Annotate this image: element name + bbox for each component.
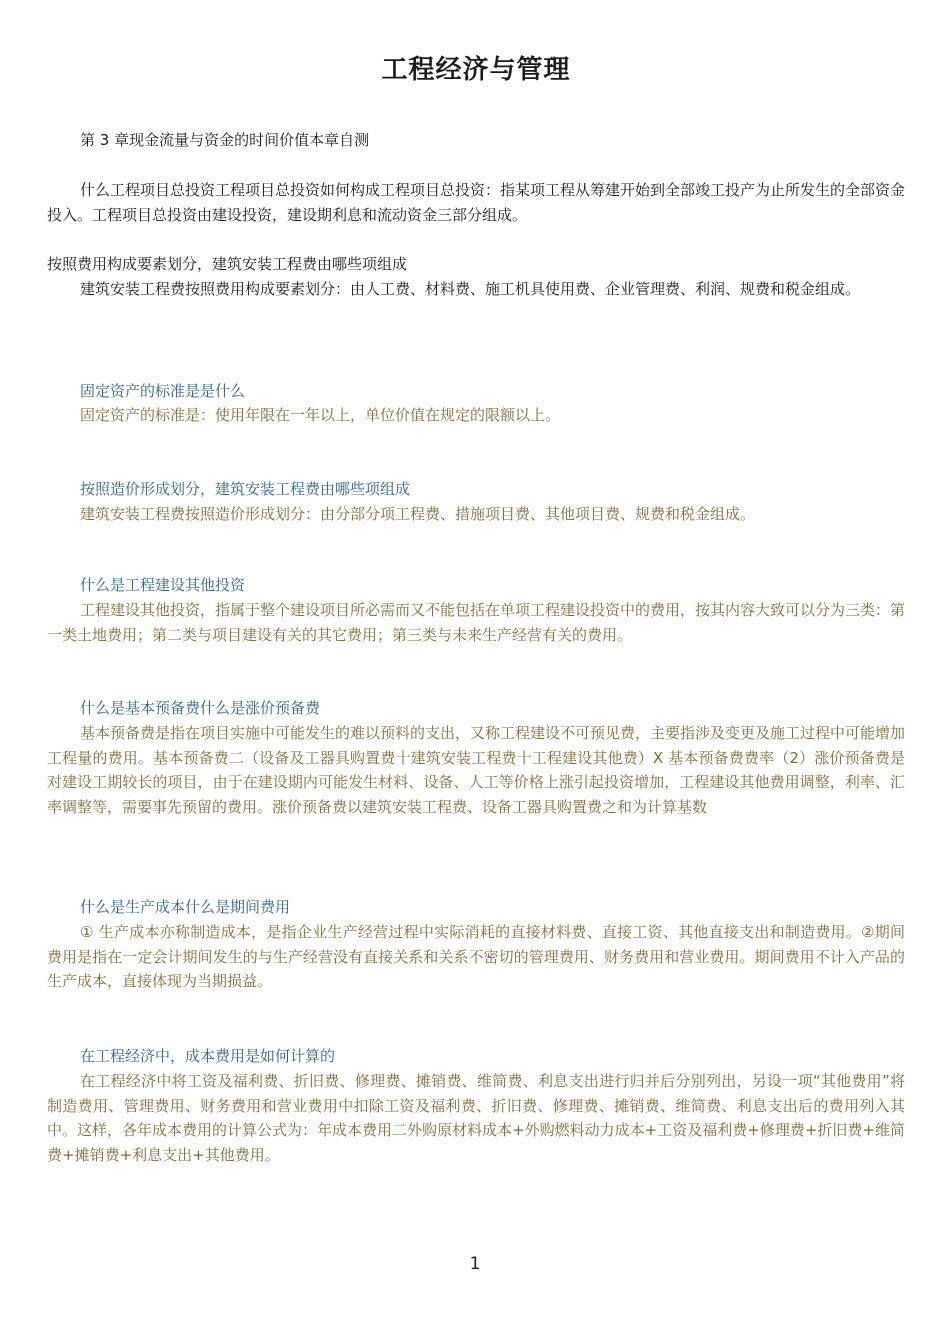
question-fixed-assets: 固定资产的标准是是什么 [80,382,246,400]
answer-production-cost: ① 生产成本亦称制造成本，是指企业生产经营过程中实际消耗的直接材料费、直接工资、其他直接支出和制造费用。②期间费用是指在一定会计期间发生的与生产经营没有直接关系和关系不密切的管理费用、财务费用和营业费用。期间费用不计入产品的生产成本，直接体现为当期损益。 [47,923,905,990]
answer-cost-composition: 建筑安装工程费按照造价形成划分：由分部分项工程费、措施项目费、其他项目费、规费和税金组成。 [80,505,756,523]
question-other-investment: 什么是工程建设其他投资 [80,576,246,594]
answer-other-investment: 工程建设其他投资，指属于整个建设项目所必需而又不能包括在单项工程建设投资中的费用，按其内容大致可以分为三类：第一类土地费用；第二类与项目建设有关的其它费用；第三类与未来生产经营有关的费用。 [47,601,906,644]
chapter-heading: 第 3 章现金流量与资金的时间价值本章自测 [80,131,370,149]
answer-1: 建筑安装工程费按照费用构成要素划分：由人工费、材料费、施工机具使用费、企业管理费、利润、规费和税金组成。 [80,280,861,298]
intro-paragraph: 什么工程项目总投资工程项目总投资如何构成工程项目总投资：指某项工程从筹建开始到全部竣工投产为止所发生的全部资金投入。工程项目总投资由建设投资，建设期利息和流动资金三部分组成。 [47,181,906,224]
question-1: 按照费用构成要素划分，建筑安装工程费由哪些项组成 [47,255,408,273]
question-production-cost: 什么是生产成本什么是期间费用 [80,898,291,916]
answer-contingency: 基本预备费是指在项目实施中可能发生的难以预料的支出，又称工程建设不可预见费，主要指涉及变更及施工过程中可能增加工程量的费用。基本预备费二（设备及工器具购置费十建筑安装工程费十工程建设其他费）X 基本预备费费率（2）涨价预备费是对建设工期较长的项目，由于在建设期内可能发生材料、设备、人工等价格上涨引起投资增加，工程建设其他费用调整，利率、汇率调整等，需要事先预留的费用。涨价预备费以建筑安装工程费、设备工器具购置费之和为计算基数 [47,724,906,816]
document-title: 工程经济与管理 [381,55,571,85]
question-cost-composition: 按照造价形成划分，建筑安装工程费由哪些项组成 [80,480,411,498]
page-number: 1 [469,1254,481,1274]
question-contingency: 什么是基本预备费什么是涨价预备费 [80,699,321,717]
answer-fixed-assets: 固定资产的标准是：使用年限在一年以上，单位价值在规定的限额以上。 [80,406,561,424]
answer-cost-calculation: 在工程经济中将工资及福利费、折旧费、修理费、摊销费、维简费、利息支出进行归并后分别列出，另设一项“其他费用”将制造费用、管理费用、财务费用和营业费用中扣除工资及福利费、折旧费、修理费、摊销费、维简费、利息支出后的费用列入其中。这样，各年成本费用的计算公式为：年成本费用二外购原材料成本+外购燃料动力成本+工资及福利费+修理费+折旧费+维简费+摊销费+利息支出+其他费用。 [47,1072,905,1164]
question-cost-calculation: 在工程经济中，成本费用是如何计算的 [80,1047,336,1065]
